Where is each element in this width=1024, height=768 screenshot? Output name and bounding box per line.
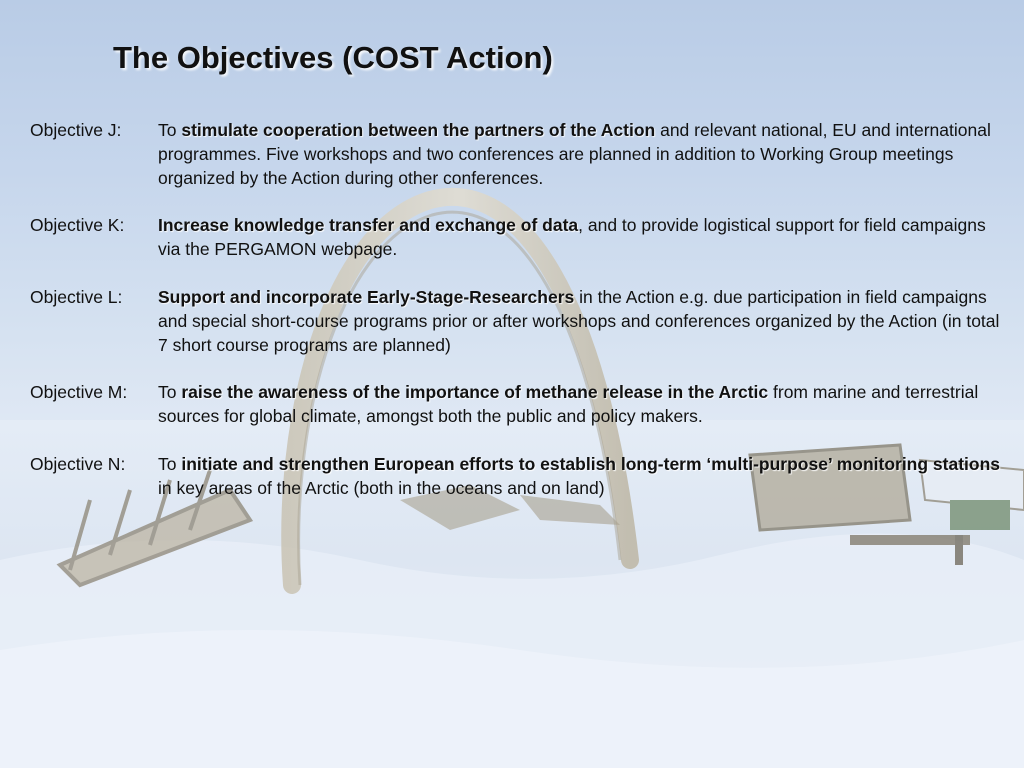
objective-text-rest: , and to provide logistical support for field campaigns via the PERGAMON webpage. — [158, 215, 986, 259]
objective-highlight: Support and incorporate Early-Stage-Researchers — [158, 287, 575, 307]
objective-text-rest: in key areas of the Arctic (both in the oceans and on land) — [158, 478, 605, 498]
objective-label: Objective K: — [30, 215, 125, 235]
objective-text-rest: in the Action e.g. due participation in field campaigns and special short-course programs prior or after workshops and conferences organized by the Action (in total 7 short course programs are planned) — [158, 287, 1000, 355]
objective-text-rest: from marine and terrestrial sources for global climate, amongst both the public and policy makers. — [158, 382, 979, 426]
objective-text-lead: To — [158, 120, 182, 140]
objective-description — [158, 380, 1008, 428]
slide-title: The Objectives (COST Action) — [113, 40, 553, 75]
objective-description — [158, 118, 1008, 190]
objective-highlight: Increase knowledge transfer and exchange of data — [158, 215, 579, 235]
objective-description — [158, 452, 1008, 500]
objective-text-rest: and relevant national, EU and international programmes. Five workshops and two conferences are planned in addition to Working Group meetings organized by the Action during other conferences. — [158, 120, 991, 188]
objective-text-lead: To — [158, 382, 182, 402]
objective-text-lead: To — [158, 454, 182, 474]
objective-description — [158, 213, 1008, 261]
objective-label: Objective L: — [30, 287, 123, 307]
objective-highlight: stimulate cooperation between the partners of the Action — [181, 120, 656, 140]
objective-highlight: initiate and strengthen European efforts to establish long-term ‘multi-purpose’ monitoring stations — [181, 454, 1001, 474]
objective-description — [158, 285, 1008, 357]
objective-label: Objective M: — [30, 382, 128, 402]
objective-label: Objective J: — [30, 120, 122, 140]
objective-highlight: raise the awareness of the importance of methane release in the Arctic — [181, 382, 769, 402]
objective-label: Objective N: — [30, 454, 126, 474]
